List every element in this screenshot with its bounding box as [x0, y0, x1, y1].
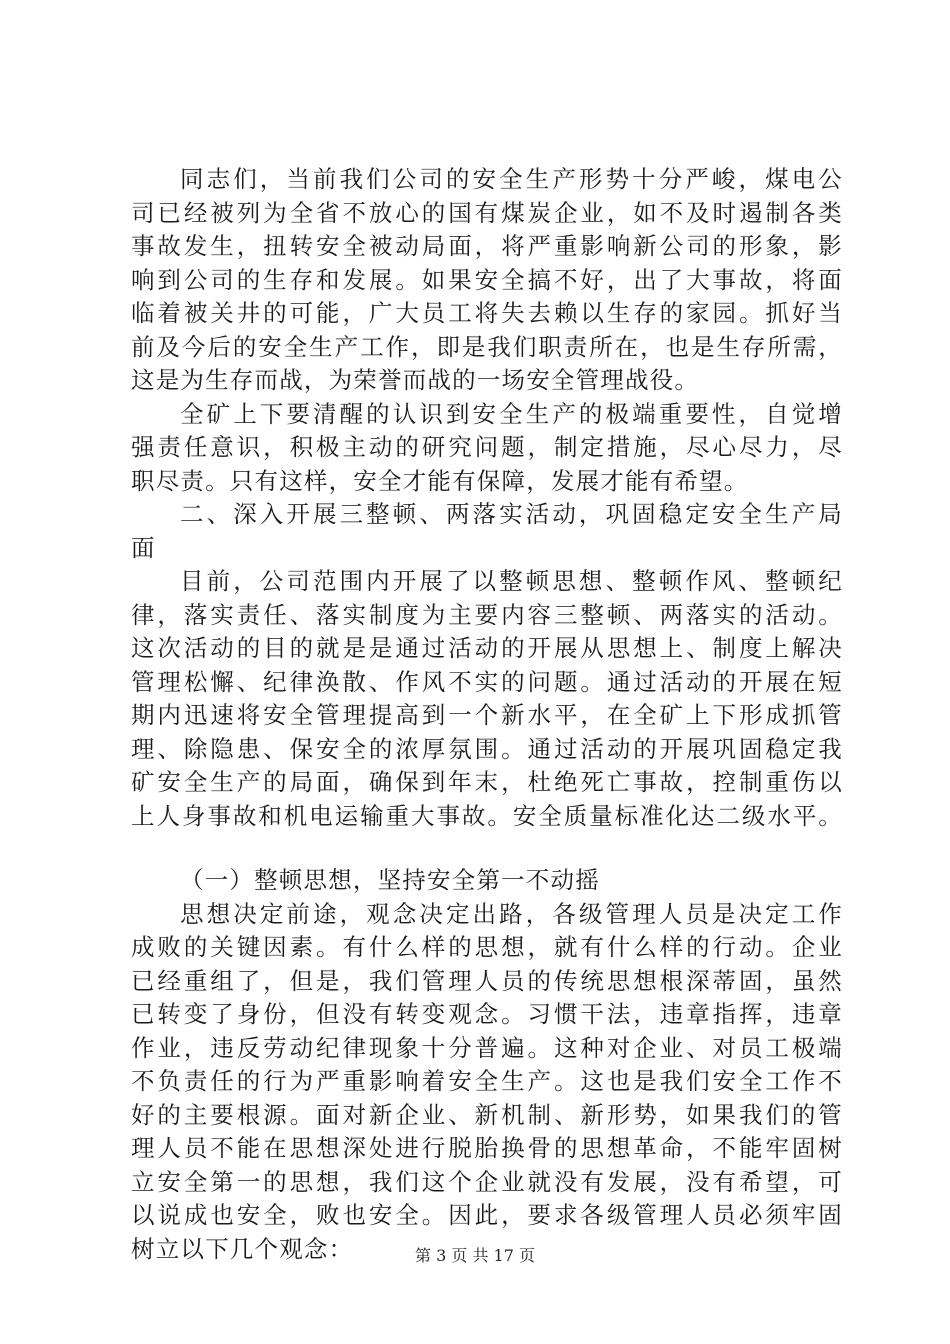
text-line: 立安全第一的思想，我们这个企业就没有发展，没有希望，可: [131, 1167, 843, 1196]
text-line: 矿安全生产的局面，确保到年末，杜绝死亡事故，控制重伤以: [131, 768, 843, 796]
paragraph-gap: [131, 833, 843, 856]
text-line: 临着被关井的可能，广大员工将失去赖以生存的家园。抓好当: [131, 299, 843, 327]
text-line: 同志们，当前我们公司的安全生产形势十分严峻，煤电公: [180, 165, 843, 193]
text-line: 成败的关键因素。有什么样的思想，就有什么样的行动。企业: [131, 933, 843, 961]
text-line: 事故发生，扭转安全被动局面，将严重影响新公司的形象，影: [131, 232, 843, 260]
text-line: 思想决定前途，观念决定出路，各级管理人员是决定工作: [180, 899, 843, 928]
text-line: 律，落实责任、落实制度为主要内容三整顿、两落实的活动。: [131, 600, 843, 629]
text-line: 前及今后的安全生产工作，即是我们职责所在，也是生存所需，: [131, 332, 843, 361]
text-line: 全矿上下要清醒的认识到安全生产的极端重要性，自觉增: [180, 399, 843, 428]
text-line: 响到公司的生存和发展。如果安全搞不好，出了大事故，将面: [131, 265, 843, 294]
heading-line: 面: [131, 533, 156, 562]
text-line: 树立以下几个观念：: [131, 1234, 354, 1263]
text-line: 强责任意识，积极主动的研究问题，制定措施，尽心尽力，尽: [131, 433, 843, 461]
paragraph-safety-situation: [131, 163, 843, 398]
text-line: 理人员不能在思想深处进行脱胎换骨的思想革命，不能牢固树: [131, 1134, 843, 1162]
text-line: 职尽责。只有这样，安全才能有保障，发展才能有希望。: [131, 466, 749, 495]
text-line: 不负责任的行为严重影响着安全生产。这也是我们安全工作不: [131, 1067, 843, 1095]
page-number-footer: 第 3 页 共 17 页: [415, 1246, 535, 1265]
text-line: 司已经被列为全省不放心的国有煤炭企业，如不及时遏制各类: [131, 198, 843, 227]
paragraph-rectification-activity: [131, 565, 843, 833]
text-line: 期内迅速将安全管理提高到一个新水平，在全矿上下形成抓管: [131, 701, 843, 729]
paragraph-mindset: [131, 898, 843, 1267]
text-line: 目前，公司范围内开展了以整顿思想、整顿作风、整顿纪: [180, 567, 843, 595]
heading-line: 二、深入开展三整顿、两落实活动，巩固稳定安全生产局: [180, 500, 843, 528]
text-line: 管理松懈、纪律涣散、作风不实的问题。通过活动的开展在短: [131, 667, 843, 696]
section-heading-two: [131, 498, 843, 565]
text-line: 以说成也安全，败也安全。因此，要求各级管理人员必须牢固: [131, 1201, 843, 1229]
paragraph-awareness: [131, 398, 843, 499]
text-line: 上人身事故和机电运输重大事故。安全质量标准化达二级水平。: [131, 801, 843, 830]
text-line: 作业，违反劳动纪律现象十分普遍。这种对企业、对员工极端: [131, 1033, 843, 1062]
text-line: 已经重组了，但是，我们管理人员的传统思想根深蒂固，虽然: [131, 966, 843, 995]
text-line: 好的主要根源。面对新企业、新机制、新形势，如果我们的管: [131, 1100, 843, 1129]
text-line: 这是为生存而战，为荣誉而战的一场安全管理战役。: [131, 366, 700, 394]
text-line: 已转变了身份，但没有转变观念。习惯干法，违章指挥，违章: [131, 1000, 843, 1028]
subsection-heading: （一）整顿思想，坚持安全第一不动摇: [180, 866, 600, 894]
document-body: [131, 163, 843, 1266]
text-line: 理、除隐患、保安全的浓厚氛围。通过活动的开展巩固稳定我: [131, 734, 843, 763]
text-line: 这次活动的目的就是是通过活动的开展从思想上、制度上解决: [131, 634, 843, 662]
